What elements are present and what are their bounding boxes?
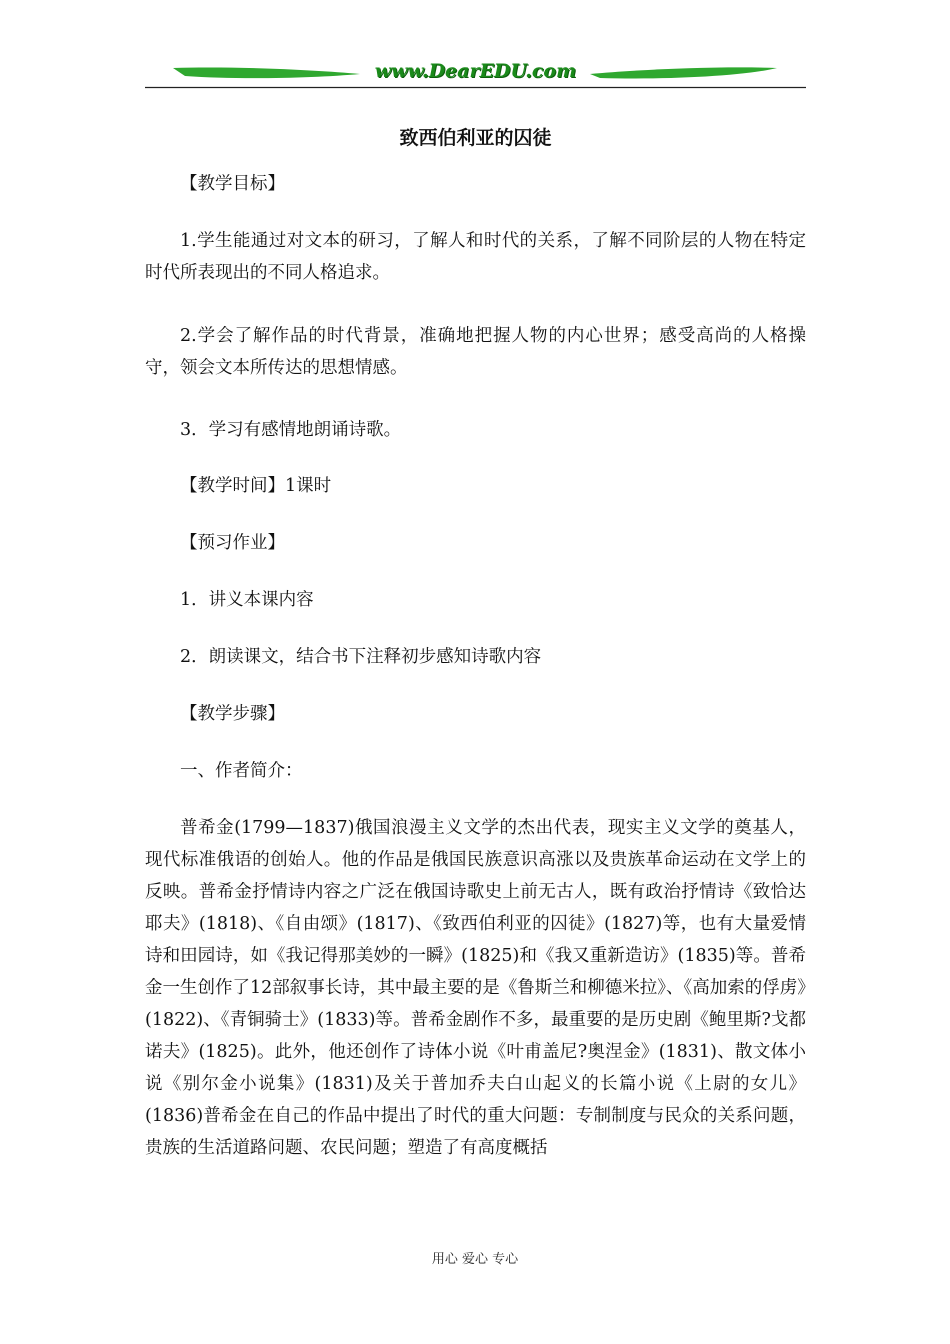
teaching-time: 【教学时间】1课时 [180, 476, 332, 496]
objectives-heading: 【教学目标】 [180, 174, 285, 194]
document-title: 致西伯利亚的囚徒 [399, 127, 552, 149]
preview-item-1: 1．讲义本课内容 [180, 590, 314, 610]
site-logo-text: www.DearEDU.com [374, 60, 577, 82]
preview-item-2: 2．朗读课文，结合书下注释初步感知诗歌内容 [180, 647, 542, 667]
objective-2: 2.学会了解作品的时代背景，准确地把握人物的内心世界；感受高尚的人格操守，领会文本所传达的思想情感。 [145, 326, 806, 378]
preview-heading: 【预习作业】 [180, 533, 285, 553]
steps-heading: 【教学步骤】 [180, 704, 285, 724]
page-header [145, 58, 806, 90]
page-footer: 用心 爱心 专心 [431, 1252, 519, 1267]
objective-3: 3．学习有感情地朗诵诗歌。 [180, 420, 402, 440]
objective-1: 1.学生能通过对文本的研习，了解人和时代的关系，了解不同阶层的人物在特定时代所表现出的不同人格追求。 [145, 231, 806, 283]
author-heading: 一、作者简介： [180, 761, 303, 781]
author-paragraph: 普希金(1799—1837)俄国浪漫主义文学的杰出代表，现实主义文学的奠基人，现代标准俄语的创始人。他的作品是俄国民族意识高涨以及贵族革命运动在文学上的反映。普希金抒情诗内容之广泛在俄国诗歌史上前无古人，既有政治抒情诗《致恰达耶夫》(1818)、《自由颂》(1817)、《致西伯利亚的囚徒》(1827)等，也有大量爱情诗和田园诗，如《我记得那美妙的一瞬》(1825)和《我又重新造访》(1835)等。普希金一生创作了12部叙事长诗，其中最主要的是《鲁斯兰和柳德米拉》、《高加索的俘虏》(1822)、《青铜骑士》(1833)等。普希金剧作不多，最重要的是历史剧《鲍里斯?戈都诺夫》(1825)。此外，他还创作了诗体小说《叶甫盖尼?奥涅金》(1831)、散文体小说《别尔金小说集》(1831)及关于普加乔夫白山起义的长篇小说《上尉的女儿》(1836)普希金在自己的作品中提出了时代的重大问题：专制制度与民众的关系问题，贵族的生活道路问题、农民问题；塑造了有高度概括 [145, 818, 807, 1158]
